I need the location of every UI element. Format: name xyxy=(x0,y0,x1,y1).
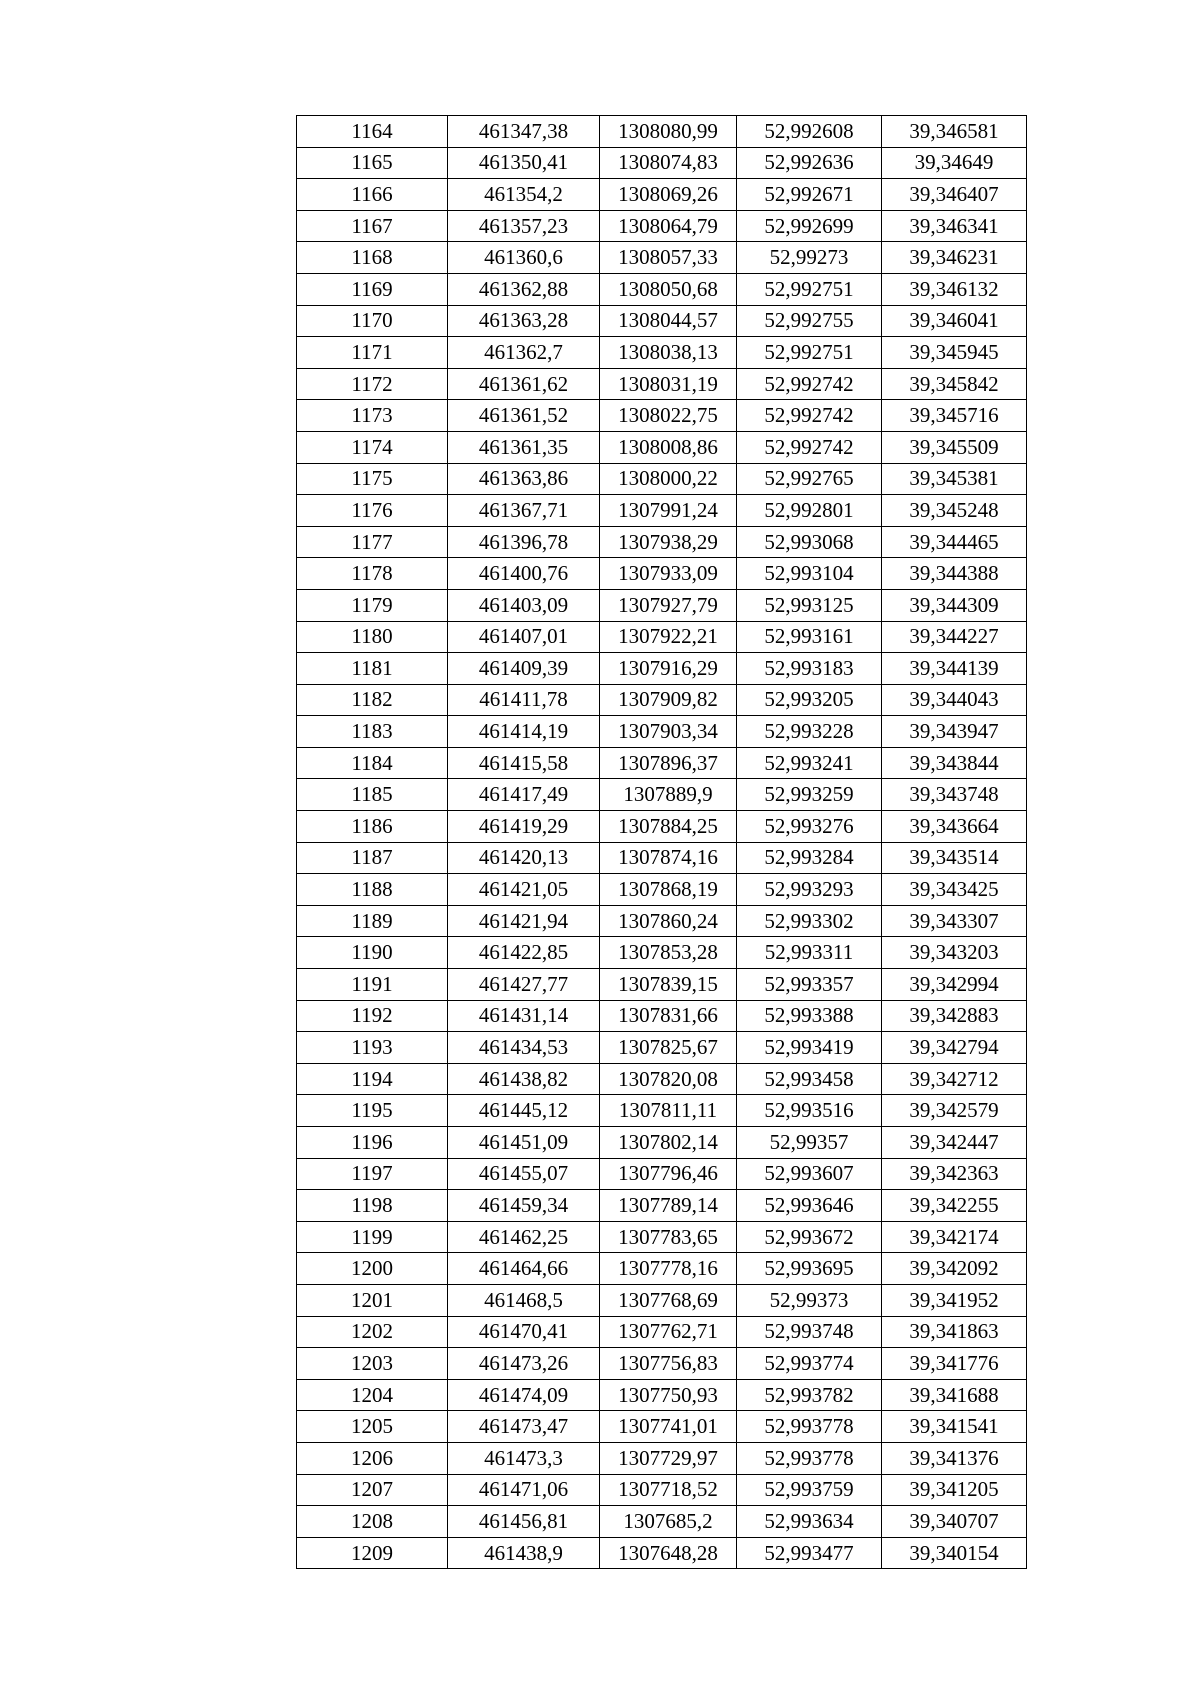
y-coordinate-cell: 1308050,68 xyxy=(600,273,737,305)
point-number-cell: 1199 xyxy=(297,1221,448,1253)
point-number-cell: 1193 xyxy=(297,1032,448,1064)
longitude-cell: 39,345716 xyxy=(882,400,1027,432)
longitude-cell: 39,341376 xyxy=(882,1442,1027,1474)
latitude-cell: 52,993228 xyxy=(737,716,882,748)
longitude-cell: 39,342174 xyxy=(882,1221,1027,1253)
x-coordinate-cell: 461363,86 xyxy=(448,463,600,495)
longitude-cell: 39,344139 xyxy=(882,653,1027,685)
point-number-cell: 1179 xyxy=(297,589,448,621)
y-coordinate-cell: 1307933,09 xyxy=(600,558,737,590)
longitude-cell: 39,345945 xyxy=(882,337,1027,369)
y-coordinate-cell: 1308044,57 xyxy=(600,305,737,337)
longitude-cell: 39,346407 xyxy=(882,179,1027,211)
latitude-cell: 52,993419 xyxy=(737,1032,882,1064)
y-coordinate-cell: 1307750,93 xyxy=(600,1379,737,1411)
x-coordinate-cell: 461361,35 xyxy=(448,431,600,463)
latitude-cell: 52,992751 xyxy=(737,273,882,305)
y-coordinate-cell: 1307853,28 xyxy=(600,937,737,969)
longitude-cell: 39,345248 xyxy=(882,495,1027,527)
y-coordinate-cell: 1308031,19 xyxy=(600,368,737,400)
longitude-cell: 39,343844 xyxy=(882,747,1027,779)
longitude-cell: 39,343425 xyxy=(882,874,1027,906)
x-coordinate-cell: 461468,5 xyxy=(448,1284,600,1316)
x-coordinate-cell: 461407,01 xyxy=(448,621,600,653)
x-coordinate-cell: 461474,09 xyxy=(448,1379,600,1411)
point-number-cell: 1187 xyxy=(297,842,448,874)
point-number-cell: 1198 xyxy=(297,1190,448,1222)
x-coordinate-cell: 461361,52 xyxy=(448,400,600,432)
y-coordinate-cell: 1307762,71 xyxy=(600,1316,737,1348)
point-number-cell: 1207 xyxy=(297,1474,448,1506)
longitude-cell: 39,341205 xyxy=(882,1474,1027,1506)
table-row xyxy=(297,273,1027,305)
longitude-cell: 39,341952 xyxy=(882,1284,1027,1316)
latitude-cell: 52,993183 xyxy=(737,653,882,685)
x-coordinate-cell: 461411,78 xyxy=(448,684,600,716)
latitude-cell: 52,993241 xyxy=(737,747,882,779)
longitude-cell: 39,340707 xyxy=(882,1506,1027,1538)
point-number-cell: 1194 xyxy=(297,1063,448,1095)
y-coordinate-cell: 1307839,15 xyxy=(600,969,737,1001)
point-number-cell: 1188 xyxy=(297,874,448,906)
table-row xyxy=(297,558,1027,590)
y-coordinate-cell: 1308057,33 xyxy=(600,242,737,274)
point-number-cell: 1208 xyxy=(297,1506,448,1538)
x-coordinate-cell: 461417,49 xyxy=(448,779,600,811)
x-coordinate-cell: 461360,6 xyxy=(448,242,600,274)
point-number-cell: 1205 xyxy=(297,1411,448,1443)
y-coordinate-cell: 1307820,08 xyxy=(600,1063,737,1095)
latitude-cell: 52,993759 xyxy=(737,1474,882,1506)
point-number-cell: 1195 xyxy=(297,1095,448,1127)
longitude-cell: 39,346581 xyxy=(882,116,1027,148)
table-row xyxy=(297,400,1027,432)
longitude-cell: 39,342255 xyxy=(882,1190,1027,1222)
table-row xyxy=(297,716,1027,748)
y-coordinate-cell: 1308038,13 xyxy=(600,337,737,369)
table-row xyxy=(297,1411,1027,1443)
table-row xyxy=(297,842,1027,874)
latitude-cell: 52,993125 xyxy=(737,589,882,621)
point-number-cell: 1189 xyxy=(297,905,448,937)
latitude-cell: 52,993646 xyxy=(737,1190,882,1222)
y-coordinate-cell: 1307831,66 xyxy=(600,1000,737,1032)
table-row xyxy=(297,368,1027,400)
point-number-cell: 1203 xyxy=(297,1348,448,1380)
y-coordinate-cell: 1308000,22 xyxy=(600,463,737,495)
point-number-cell: 1181 xyxy=(297,653,448,685)
y-coordinate-cell: 1307802,14 xyxy=(600,1127,737,1159)
y-coordinate-cell: 1307685,2 xyxy=(600,1506,737,1538)
point-number-cell: 1170 xyxy=(297,305,448,337)
latitude-cell: 52,993302 xyxy=(737,905,882,937)
table-row xyxy=(297,779,1027,811)
table-row xyxy=(297,1474,1027,1506)
latitude-cell: 52,993357 xyxy=(737,969,882,1001)
x-coordinate-cell: 461421,94 xyxy=(448,905,600,937)
y-coordinate-cell: 1307884,25 xyxy=(600,811,737,843)
coordinates-table-body xyxy=(297,116,1027,1569)
longitude-cell: 39,342883 xyxy=(882,1000,1027,1032)
x-coordinate-cell: 461456,81 xyxy=(448,1506,600,1538)
table-row xyxy=(297,116,1027,148)
table-row xyxy=(297,495,1027,527)
longitude-cell: 39,346041 xyxy=(882,305,1027,337)
y-coordinate-cell: 1307868,19 xyxy=(600,874,737,906)
x-coordinate-cell: 461422,85 xyxy=(448,937,600,969)
latitude-cell: 52,992742 xyxy=(737,368,882,400)
longitude-cell: 39,345509 xyxy=(882,431,1027,463)
point-number-cell: 1200 xyxy=(297,1253,448,1285)
point-number-cell: 1164 xyxy=(297,116,448,148)
longitude-cell: 39,346132 xyxy=(882,273,1027,305)
x-coordinate-cell: 461403,09 xyxy=(448,589,600,621)
longitude-cell: 39,343748 xyxy=(882,779,1027,811)
latitude-cell: 52,993104 xyxy=(737,558,882,590)
x-coordinate-cell: 461409,39 xyxy=(448,653,600,685)
table-row xyxy=(297,747,1027,779)
point-number-cell: 1186 xyxy=(297,811,448,843)
point-number-cell: 1206 xyxy=(297,1442,448,1474)
table-row xyxy=(297,1253,1027,1285)
longitude-cell: 39,342579 xyxy=(882,1095,1027,1127)
y-coordinate-cell: 1307896,37 xyxy=(600,747,737,779)
table-row xyxy=(297,874,1027,906)
y-coordinate-cell: 1307796,46 xyxy=(600,1158,737,1190)
x-coordinate-cell: 461347,38 xyxy=(448,116,600,148)
y-coordinate-cell: 1307778,16 xyxy=(600,1253,737,1285)
y-coordinate-cell: 1308008,86 xyxy=(600,431,737,463)
point-number-cell: 1168 xyxy=(297,242,448,274)
latitude-cell: 52,992699 xyxy=(737,210,882,242)
longitude-cell: 39,344388 xyxy=(882,558,1027,590)
point-number-cell: 1190 xyxy=(297,937,448,969)
y-coordinate-cell: 1307903,34 xyxy=(600,716,737,748)
x-coordinate-cell: 461350,41 xyxy=(448,147,600,179)
longitude-cell: 39,345381 xyxy=(882,463,1027,495)
latitude-cell: 52,993293 xyxy=(737,874,882,906)
latitude-cell: 52,993672 xyxy=(737,1221,882,1253)
longitude-cell: 39,341776 xyxy=(882,1348,1027,1380)
longitude-cell: 39,346341 xyxy=(882,210,1027,242)
longitude-cell: 39,346231 xyxy=(882,242,1027,274)
x-coordinate-cell: 461455,07 xyxy=(448,1158,600,1190)
x-coordinate-cell: 461396,78 xyxy=(448,526,600,558)
table-row xyxy=(297,1063,1027,1095)
longitude-cell: 39,344227 xyxy=(882,621,1027,653)
table-row xyxy=(297,179,1027,211)
latitude-cell: 52,99357 xyxy=(737,1127,882,1159)
longitude-cell: 39,340154 xyxy=(882,1537,1027,1569)
table-row xyxy=(297,1190,1027,1222)
point-number-cell: 1177 xyxy=(297,526,448,558)
latitude-cell: 52,993458 xyxy=(737,1063,882,1095)
latitude-cell: 52,99273 xyxy=(737,242,882,274)
x-coordinate-cell: 461400,76 xyxy=(448,558,600,590)
y-coordinate-cell: 1307927,79 xyxy=(600,589,737,621)
table-row xyxy=(297,1284,1027,1316)
table-row xyxy=(297,337,1027,369)
coordinates-table xyxy=(296,115,1027,1569)
x-coordinate-cell: 461470,41 xyxy=(448,1316,600,1348)
x-coordinate-cell: 461362,7 xyxy=(448,337,600,369)
y-coordinate-cell: 1307991,24 xyxy=(600,495,737,527)
longitude-cell: 39,342447 xyxy=(882,1127,1027,1159)
x-coordinate-cell: 461459,34 xyxy=(448,1190,600,1222)
point-number-cell: 1185 xyxy=(297,779,448,811)
table-row xyxy=(297,969,1027,1001)
latitude-cell: 52,992765 xyxy=(737,463,882,495)
latitude-cell: 52,993516 xyxy=(737,1095,882,1127)
point-number-cell: 1166 xyxy=(297,179,448,211)
table-row xyxy=(297,1442,1027,1474)
x-coordinate-cell: 461367,71 xyxy=(448,495,600,527)
x-coordinate-cell: 461431,14 xyxy=(448,1000,600,1032)
longitude-cell: 39,343307 xyxy=(882,905,1027,937)
latitude-cell: 52,993748 xyxy=(737,1316,882,1348)
latitude-cell: 52,992636 xyxy=(737,147,882,179)
longitude-cell: 39,343947 xyxy=(882,716,1027,748)
longitude-cell: 39,341541 xyxy=(882,1411,1027,1443)
table-row xyxy=(297,811,1027,843)
y-coordinate-cell: 1307718,52 xyxy=(600,1474,737,1506)
latitude-cell: 52,993161 xyxy=(737,621,882,653)
latitude-cell: 52,993205 xyxy=(737,684,882,716)
latitude-cell: 52,992608 xyxy=(737,116,882,148)
longitude-cell: 39,343514 xyxy=(882,842,1027,874)
x-coordinate-cell: 461354,2 xyxy=(448,179,600,211)
point-number-cell: 1172 xyxy=(297,368,448,400)
y-coordinate-cell: 1307729,97 xyxy=(600,1442,737,1474)
point-number-cell: 1209 xyxy=(297,1537,448,1569)
table-row xyxy=(297,905,1027,937)
table-row xyxy=(297,1127,1027,1159)
latitude-cell: 52,993068 xyxy=(737,526,882,558)
longitude-cell: 39,344043 xyxy=(882,684,1027,716)
longitude-cell: 39,342712 xyxy=(882,1063,1027,1095)
point-number-cell: 1202 xyxy=(297,1316,448,1348)
table-row xyxy=(297,1537,1027,1569)
x-coordinate-cell: 461362,88 xyxy=(448,273,600,305)
latitude-cell: 52,993284 xyxy=(737,842,882,874)
point-number-cell: 1175 xyxy=(297,463,448,495)
x-coordinate-cell: 461363,28 xyxy=(448,305,600,337)
point-number-cell: 1191 xyxy=(297,969,448,1001)
latitude-cell: 52,993477 xyxy=(737,1537,882,1569)
x-coordinate-cell: 461438,82 xyxy=(448,1063,600,1095)
x-coordinate-cell: 461445,12 xyxy=(448,1095,600,1127)
longitude-cell: 39,344465 xyxy=(882,526,1027,558)
point-number-cell: 1180 xyxy=(297,621,448,653)
longitude-cell: 39,342363 xyxy=(882,1158,1027,1190)
table-row xyxy=(297,305,1027,337)
y-coordinate-cell: 1307916,29 xyxy=(600,653,737,685)
latitude-cell: 52,992742 xyxy=(737,431,882,463)
y-coordinate-cell: 1307825,67 xyxy=(600,1032,737,1064)
y-coordinate-cell: 1307860,24 xyxy=(600,905,737,937)
point-number-cell: 1197 xyxy=(297,1158,448,1190)
longitude-cell: 39,342794 xyxy=(882,1032,1027,1064)
longitude-cell: 39,344309 xyxy=(882,589,1027,621)
table-row xyxy=(297,589,1027,621)
y-coordinate-cell: 1307811,11 xyxy=(600,1095,737,1127)
table-row xyxy=(297,1316,1027,1348)
x-coordinate-cell: 461462,25 xyxy=(448,1221,600,1253)
y-coordinate-cell: 1307874,16 xyxy=(600,842,737,874)
y-coordinate-cell: 1308074,83 xyxy=(600,147,737,179)
table-row xyxy=(297,1506,1027,1538)
latitude-cell: 52,993276 xyxy=(737,811,882,843)
longitude-cell: 39,34649 xyxy=(882,147,1027,179)
point-number-cell: 1173 xyxy=(297,400,448,432)
latitude-cell: 52,992742 xyxy=(737,400,882,432)
y-coordinate-cell: 1308069,26 xyxy=(600,179,737,211)
point-number-cell: 1183 xyxy=(297,716,448,748)
y-coordinate-cell: 1307741,01 xyxy=(600,1411,737,1443)
y-coordinate-cell: 1307909,82 xyxy=(600,684,737,716)
y-coordinate-cell: 1307922,21 xyxy=(600,621,737,653)
y-coordinate-cell: 1307768,69 xyxy=(600,1284,737,1316)
point-number-cell: 1182 xyxy=(297,684,448,716)
y-coordinate-cell: 1307938,29 xyxy=(600,526,737,558)
latitude-cell: 52,99373 xyxy=(737,1284,882,1316)
x-coordinate-cell: 461421,05 xyxy=(448,874,600,906)
point-number-cell: 1192 xyxy=(297,1000,448,1032)
latitude-cell: 52,993634 xyxy=(737,1506,882,1538)
table-row xyxy=(297,937,1027,969)
x-coordinate-cell: 461473,26 xyxy=(448,1348,600,1380)
table-row xyxy=(297,431,1027,463)
point-number-cell: 1171 xyxy=(297,337,448,369)
point-number-cell: 1178 xyxy=(297,558,448,590)
table-row xyxy=(297,1000,1027,1032)
y-coordinate-cell: 1307789,14 xyxy=(600,1190,737,1222)
point-number-cell: 1167 xyxy=(297,210,448,242)
table-row xyxy=(297,653,1027,685)
x-coordinate-cell: 461427,77 xyxy=(448,969,600,1001)
table-row xyxy=(297,242,1027,274)
table-row xyxy=(297,1158,1027,1190)
x-coordinate-cell: 461451,09 xyxy=(448,1127,600,1159)
longitude-cell: 39,341863 xyxy=(882,1316,1027,1348)
y-coordinate-cell: 1307648,28 xyxy=(600,1537,737,1569)
x-coordinate-cell: 461473,47 xyxy=(448,1411,600,1443)
point-number-cell: 1174 xyxy=(297,431,448,463)
x-coordinate-cell: 461420,13 xyxy=(448,842,600,874)
y-coordinate-cell: 1307783,65 xyxy=(600,1221,737,1253)
latitude-cell: 52,993774 xyxy=(737,1348,882,1380)
point-number-cell: 1184 xyxy=(297,747,448,779)
table-row xyxy=(297,1348,1027,1380)
latitude-cell: 52,993778 xyxy=(737,1411,882,1443)
point-number-cell: 1196 xyxy=(297,1127,448,1159)
x-coordinate-cell: 461419,29 xyxy=(448,811,600,843)
y-coordinate-cell: 1308064,79 xyxy=(600,210,737,242)
table-row xyxy=(297,684,1027,716)
y-coordinate-cell: 1308080,99 xyxy=(600,116,737,148)
x-coordinate-cell: 461357,23 xyxy=(448,210,600,242)
y-coordinate-cell: 1307756,83 xyxy=(600,1348,737,1380)
table-row xyxy=(297,1032,1027,1064)
table-row xyxy=(297,147,1027,179)
latitude-cell: 52,993695 xyxy=(737,1253,882,1285)
x-coordinate-cell: 461414,19 xyxy=(448,716,600,748)
x-coordinate-cell: 461464,66 xyxy=(448,1253,600,1285)
table-row xyxy=(297,1095,1027,1127)
y-coordinate-cell: 1307889,9 xyxy=(600,779,737,811)
y-coordinate-cell: 1308022,75 xyxy=(600,400,737,432)
x-coordinate-cell: 461473,3 xyxy=(448,1442,600,1474)
latitude-cell: 52,992751 xyxy=(737,337,882,369)
x-coordinate-cell: 461415,58 xyxy=(448,747,600,779)
table-row xyxy=(297,1379,1027,1411)
table-row xyxy=(297,621,1027,653)
x-coordinate-cell: 461434,53 xyxy=(448,1032,600,1064)
latitude-cell: 52,993778 xyxy=(737,1442,882,1474)
point-number-cell: 1169 xyxy=(297,273,448,305)
x-coordinate-cell: 461361,62 xyxy=(448,368,600,400)
latitude-cell: 52,993607 xyxy=(737,1158,882,1190)
longitude-cell: 39,342092 xyxy=(882,1253,1027,1285)
table-row xyxy=(297,463,1027,495)
longitude-cell: 39,342994 xyxy=(882,969,1027,1001)
latitude-cell: 52,993782 xyxy=(737,1379,882,1411)
table-row xyxy=(297,526,1027,558)
longitude-cell: 39,345842 xyxy=(882,368,1027,400)
longitude-cell: 39,343203 xyxy=(882,937,1027,969)
latitude-cell: 52,993311 xyxy=(737,937,882,969)
point-number-cell: 1176 xyxy=(297,495,448,527)
table-row xyxy=(297,210,1027,242)
x-coordinate-cell: 461471,06 xyxy=(448,1474,600,1506)
latitude-cell: 52,993388 xyxy=(737,1000,882,1032)
latitude-cell: 52,992801 xyxy=(737,495,882,527)
point-number-cell: 1204 xyxy=(297,1379,448,1411)
point-number-cell: 1201 xyxy=(297,1284,448,1316)
x-coordinate-cell: 461438,9 xyxy=(448,1537,600,1569)
table-row xyxy=(297,1221,1027,1253)
latitude-cell: 52,992755 xyxy=(737,305,882,337)
longitude-cell: 39,341688 xyxy=(882,1379,1027,1411)
point-number-cell: 1165 xyxy=(297,147,448,179)
latitude-cell: 52,992671 xyxy=(737,179,882,211)
longitude-cell: 39,343664 xyxy=(882,811,1027,843)
latitude-cell: 52,993259 xyxy=(737,779,882,811)
